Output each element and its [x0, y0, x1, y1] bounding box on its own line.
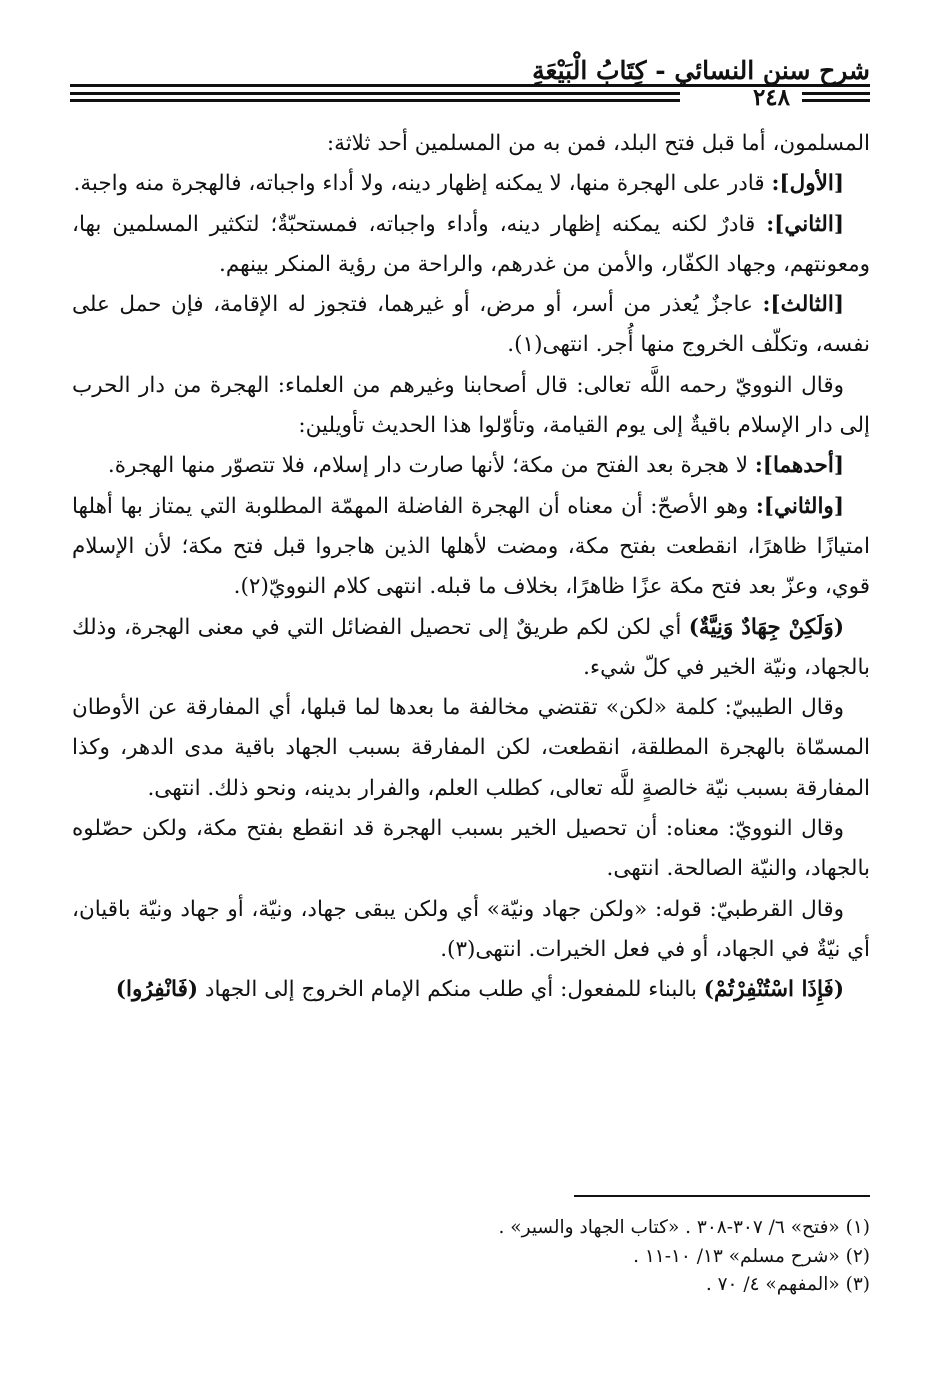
paragraph-hadith-istinfar — [72, 970, 870, 1010]
hadith-phrase-jihad: (وَلَكِنْ جِهَادٌ وَنِيَّةٌ) — [688, 614, 844, 640]
case-label-third: [الثالث]: — [762, 292, 844, 318]
paragraph-first-interpretation — [72, 446, 870, 486]
paragraph-second-interpretation — [72, 487, 870, 608]
case-label-second: [الثاني]: — [766, 211, 844, 237]
hadith-explanation-jihad: أي لكن لكم طريقٌ إلى تحصيل الفضائل التي في معنى الهجرة، وذلك بالجهاد، ونيّة الخير في كلّ شيء. — [72, 614, 870, 680]
case-label-first: [الأول]: — [771, 171, 844, 197]
running-header-title: شرح سنن النسائي - كِتَابُ الْبَيْعَةِ — [532, 56, 870, 85]
footnotes — [72, 1214, 870, 1300]
interpretation-label-second: [والثاني]: — [755, 493, 844, 519]
page-number-ornament-right — [802, 92, 870, 102]
page-number-ornament-left — [70, 92, 680, 102]
page-number-row — [70, 86, 870, 112]
interpretation-label-first: [أحدهما]: — [754, 453, 844, 479]
paragraph-intro: المسلمون، أما قبل فتح البلد، فمن به من المسلمين أحد ثلاثة: — [326, 131, 870, 156]
paragraph-nawawi-quote: وقال النوويّ رحمه اللَّه تعالى: قال أصحابنا وغيرهم من العلماء: الهجرة من دار الحرب إلى دار الإسلام باقيةٌ إلى يوم القيامة، وتأوّلوا هذا الحديث تأويلين: — [72, 372, 870, 439]
paragraph-hadith-jihad — [72, 608, 870, 689]
paragraph-third-case — [72, 285, 870, 366]
paragraph-first-case — [72, 164, 870, 204]
paragraph-second-case — [72, 205, 870, 286]
case-text-first: قادر على الهجرة منها، لا يمكنه إظهار دينه، ولا أداء واجباته، فالهجرة منه واجبة. — [73, 171, 772, 197]
hadith-phrase-istunfirtum: (فَإِذَا اسْتُنْفِرْتُمْ) — [703, 977, 844, 1003]
body-text — [72, 124, 870, 1011]
hadith-phrase-fanfiru: (فَانْفِرُوا) — [115, 977, 199, 1003]
case-text-third: عاجزٌ يُعذر من أسر، أو مرض، أو غيرهما، فتجوز له الإقامة، فإن حمل على نفسه، وتكلّف الخروج منها أُجر. انتهى(١). — [72, 292, 870, 358]
footnote-3: (٣) «المفهم» ٤/ ٧٠ . — [705, 1274, 870, 1295]
interpretation-text-second: وهو الأصحّ: أن معناه أن الهجرة الفاضلة المهمّة المطلوبة التي يمتاز بها أهلها امتيازًا ظاهرًا، انقطعت بفتح مكة، ومضت لأهلها الذين هاجروا قبل فتح مكة؛ لأن الإسلام قوي، وعزّ بعد فتح مكة عزًا ظاهرًا، بخلاف ما قبله. انتهى كلام النوويّ(٢). — [72, 493, 870, 600]
paragraph-qurtubi-quote: وقال القرطبيّ: قوله: «ولكن جهاد ونيّة» أي ولكن يبقى جهاد، ونيّة، أو جهاد ونيّة باقيان، أي نيّةٌ في الجهاد، أو في فعل الخيرات. انتهى(٣). — [72, 896, 870, 962]
case-text-second: قادرٌ لكنه يمكنه إظهار دينه، وأداء واجباته، فمستحبّةٌ؛ لتكثير المسلمين بها، ومعونتهم، وجهاد الكفّار، والأمن من غدرهم، والراحة من رؤية المنكر بينهم. — [72, 211, 870, 277]
paragraph-nawawi-meaning: وقال النوويّ: معناه: أن تحصيل الخير بسبب الهجرة قد انقطع بفتح مكة، ولكن حصّلوه بالجهاد، والنيّة الصالحة. انتهى. — [72, 816, 870, 882]
interpretation-text-first: لا هجرة بعد الفتح من مكة؛ لأنها صارت دار إسلام، فلا تتصوّر منها الهجرة. — [107, 453, 755, 479]
page-number: ٢٤٨ — [752, 84, 790, 111]
footnote-1: (١) «فتح» ٦/ ٣٠٧-٣٠٨ . «كتاب الجهاد والسير» . — [498, 1217, 870, 1238]
footnote-2: (٢) «شرح مسلم» ١٣/ ١٠-١١ . — [633, 1245, 870, 1267]
footnote-separator — [574, 1195, 870, 1197]
paragraph-tibi-quote: وقال الطيبيّ: كلمة «لكن» تقتضي مخالفة ما بعدها لما قبلها، أي المفارقة عن الأوطان المسمّاة بالهجرة المطلقة، انقطعت، لكن المفارقة بسبب الجهاد باقية مدى الدهر، وكذا المفارقة بسبب نيّة خالصةٍ للَّه تعالى، كطلب العلم، والفرار بدينه، ونحو ذلك. انتهى. — [72, 695, 870, 801]
hadith-explanation-istinfar: بالبناء للمفعول: أي طلب منكم الإمام الخروج إلى الجهاد — [198, 977, 704, 1003]
